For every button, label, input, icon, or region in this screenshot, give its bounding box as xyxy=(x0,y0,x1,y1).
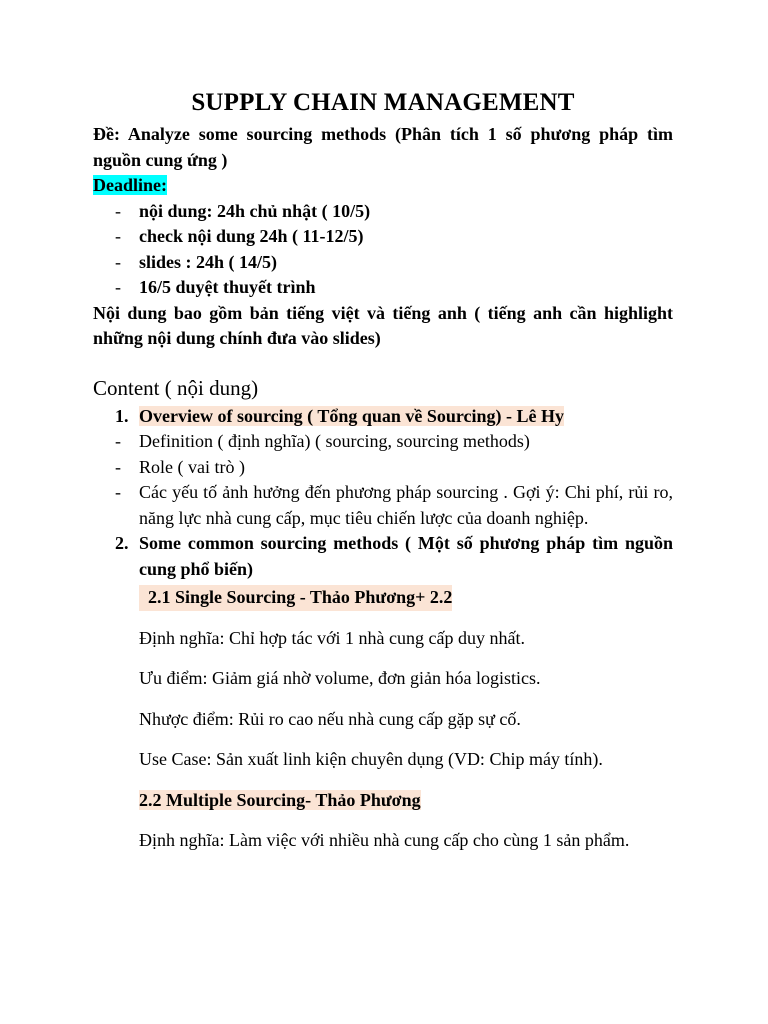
section-1-heading xyxy=(93,404,673,430)
dash-bullet: - xyxy=(115,200,121,221)
dash-bullet: - xyxy=(115,277,121,297)
dash-bullet: - xyxy=(115,251,121,272)
multiple-sourcing-definition: Định nghĩa: Làm việc với nhiều nhà cung cấp cho cùng 1 sản phẩm. xyxy=(139,830,630,850)
dash-bullet: - xyxy=(115,456,121,477)
document-page xyxy=(93,86,673,854)
section-1-bullet xyxy=(93,455,673,481)
single-sourcing-use-case: Use Case: Sản xuất linh kiện chuyên dụng (VD: Chip máy tính). xyxy=(139,749,603,769)
single-sourcing-advantage: Ưu điểm: Giảm giá nhờ volume, đơn giản hóa logistics. xyxy=(139,668,541,688)
deadline-item xyxy=(93,199,673,225)
deadline-label-text: Deadline: xyxy=(93,175,167,195)
bullet-text: Role ( vai trò ) xyxy=(139,456,245,477)
section-1-bullet xyxy=(93,480,673,531)
deadline-item xyxy=(93,275,673,301)
subsection-2-2-title: 2.2 Multiple Sourcing- Thảo Phương xyxy=(139,789,421,810)
deadline-item xyxy=(93,250,673,276)
deadline-list xyxy=(93,199,673,301)
section-2-heading xyxy=(93,531,673,582)
deadline-item-text: nội dung: 24h chủ nhật ( 10/5) xyxy=(139,200,371,221)
subsection-2-1-title-text: 2.1 Single Sourcing - Thảo Phương+ 2.2 xyxy=(148,587,453,607)
deadline-item-text: 16/5 duyệt thuyết trình xyxy=(139,277,316,297)
section-number: 2. xyxy=(115,533,129,553)
section-2-title: Some common sourcing methods ( Một số phương pháp tìm nguồn cung phổ biến) xyxy=(139,533,673,579)
section-1-title: Overview of sourcing ( Tổng quan về Sourcing) - Lê Hy xyxy=(139,405,565,426)
subsection-2-1-heading xyxy=(139,585,673,611)
deadline-item-text: check nội dung 24h ( 11-12/5) xyxy=(139,226,364,246)
deadline-label xyxy=(93,173,673,199)
section-1-bullet xyxy=(93,429,673,455)
subsection-2-1-title xyxy=(139,585,452,611)
bullet-text: Definition ( định nghĩa) ( sourcing, sourcing methods) xyxy=(139,431,530,451)
dash-bullet: - xyxy=(115,482,121,502)
single-sourcing-disadvantage: Nhược điểm: Rủi ro cao nếu nhà cung cấp gặp sự cố. xyxy=(139,708,521,729)
dash-bullet: - xyxy=(115,226,121,246)
topic-line: Đề: Analyze some sourcing methods (Phân tích 1 số phương pháp tìm nguồn cung ứng ) xyxy=(93,124,673,170)
bullet-text: Các yếu tố ảnh hưởng đến phương pháp sourcing . Gợi ý: Chi phí, rủi ro, năng lực nhà cung cấp, mục tiêu chiến lược của doanh nghiệp. xyxy=(139,482,673,528)
dash-bullet: - xyxy=(115,431,121,451)
subsection-2-2-heading xyxy=(139,788,673,814)
content-heading: Content ( nội dung) xyxy=(93,375,259,400)
deadline-item-text: slides : 24h ( 14/5) xyxy=(139,251,278,272)
single-sourcing-definition: Định nghĩa: Chỉ hợp tác với 1 nhà cung cấp duy nhất. xyxy=(139,627,525,648)
language-note: Nội dung bao gồm bản tiếng việt và tiếng anh ( tiếng anh cần highlight những nội dung chính đưa vào slides) xyxy=(93,302,673,348)
section-number: 1. xyxy=(115,405,129,426)
deadline-item xyxy=(93,224,673,250)
document-title: SUPPLY CHAIN MANAGEMENT xyxy=(191,89,575,116)
